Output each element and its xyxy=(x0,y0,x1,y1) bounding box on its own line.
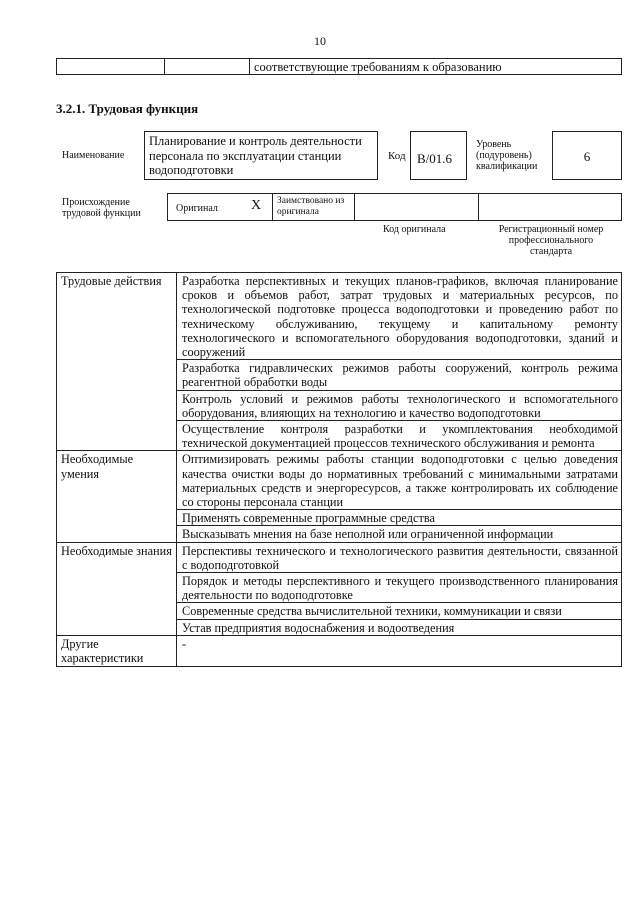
code-original-caption: Код оригинала xyxy=(383,224,446,235)
table-cell: Оптимизировать режимы работы станции водоподготовки с целью доведения качества очистки воды до нормативных требований с минимальными затратами материальных средств и энергоресурсов, а также контролировать их соблюдение со стороны персонала станции xyxy=(177,451,622,510)
level-value-box: 6 xyxy=(552,131,622,180)
row-label: Необходимые умения xyxy=(57,451,177,542)
row-label: Другие характеристики xyxy=(57,635,177,666)
page-number: 10 xyxy=(314,34,326,48)
code-label: Код xyxy=(388,150,406,162)
level-label: Уровень (подуровень) квалификации xyxy=(476,139,538,172)
row-label: Необходимые знания xyxy=(57,542,177,635)
reg-number-caption: Регистрационный номер профессионального стандарта xyxy=(498,224,604,257)
table-cell: Современные средства вычислительной техники, коммуникации и связи xyxy=(177,603,622,619)
top-strip-cell xyxy=(165,59,250,75)
table-cell: Порядок и методы перспективного и текущего производственного планирования деятельности по водоподготовке xyxy=(177,573,622,603)
reg-number-box xyxy=(478,193,622,221)
top-strip-text: соответствующие требованиям к образованию xyxy=(250,59,622,75)
row-label: Трудовые действия xyxy=(57,273,177,451)
original-label: Оригинал xyxy=(176,203,218,214)
function-details-table xyxy=(56,272,622,667)
table-row xyxy=(57,273,622,360)
table-cell: - xyxy=(177,635,622,666)
section-heading: 3.2.1. Трудовая функция xyxy=(56,101,199,116)
table-cell: Разработка перспективных и текущих планов-графиков, включая планирование сроков и объемов работ, затрат трудовых и материальных ресурсов, по технологической подготовке процесса водоподготовки и проведению работ по техническому обслуживанию, текущему и капитальному ремонту технологического и вспомогательного оборудования водоподготовки, зданий и сооружений xyxy=(177,273,622,360)
table-cell: Применять современные программные средства xyxy=(177,510,622,526)
table-cell: Высказывать мнения на базе неполной или ограниченной информации xyxy=(177,526,622,542)
original-mark: X xyxy=(251,198,262,213)
borrowed-box: Заимствовано из оригинала xyxy=(272,193,355,221)
table-cell: Перспективы технического и технологического развития деятельности, связанной с водоподготовкой xyxy=(177,542,622,572)
table-row xyxy=(57,542,622,572)
naming-label: Наименование xyxy=(62,150,125,161)
origin-label: Происхождение трудовой функции xyxy=(62,197,141,219)
table-cell: Осуществление контроля разработки и укомплектования необходимой технической документацией процессов технического обслуживания и ремонта xyxy=(177,421,622,451)
table-cell: Разработка гидравлических режимов работы сооружений, контроль режима реагентной обработки воды xyxy=(177,360,622,390)
code-original-box xyxy=(354,193,479,221)
table-row xyxy=(57,451,622,510)
code-value-box: B/01.6 xyxy=(410,131,467,180)
top-strip-cell xyxy=(57,59,165,75)
function-name-box: Планирование и контроль деятельности персонала по эксплуатации станции водоподготовки xyxy=(144,131,378,180)
table-cell: Устав предприятия водоснабжения и водоотведения xyxy=(177,619,622,635)
top-strip-table xyxy=(56,58,622,75)
table-cell: Контроль условий и режимов работы технологического и вспомогательного оборудования, влияющих на технологию и качество водоподготовки xyxy=(177,390,622,420)
original-box xyxy=(167,193,273,221)
table-row xyxy=(57,635,622,666)
